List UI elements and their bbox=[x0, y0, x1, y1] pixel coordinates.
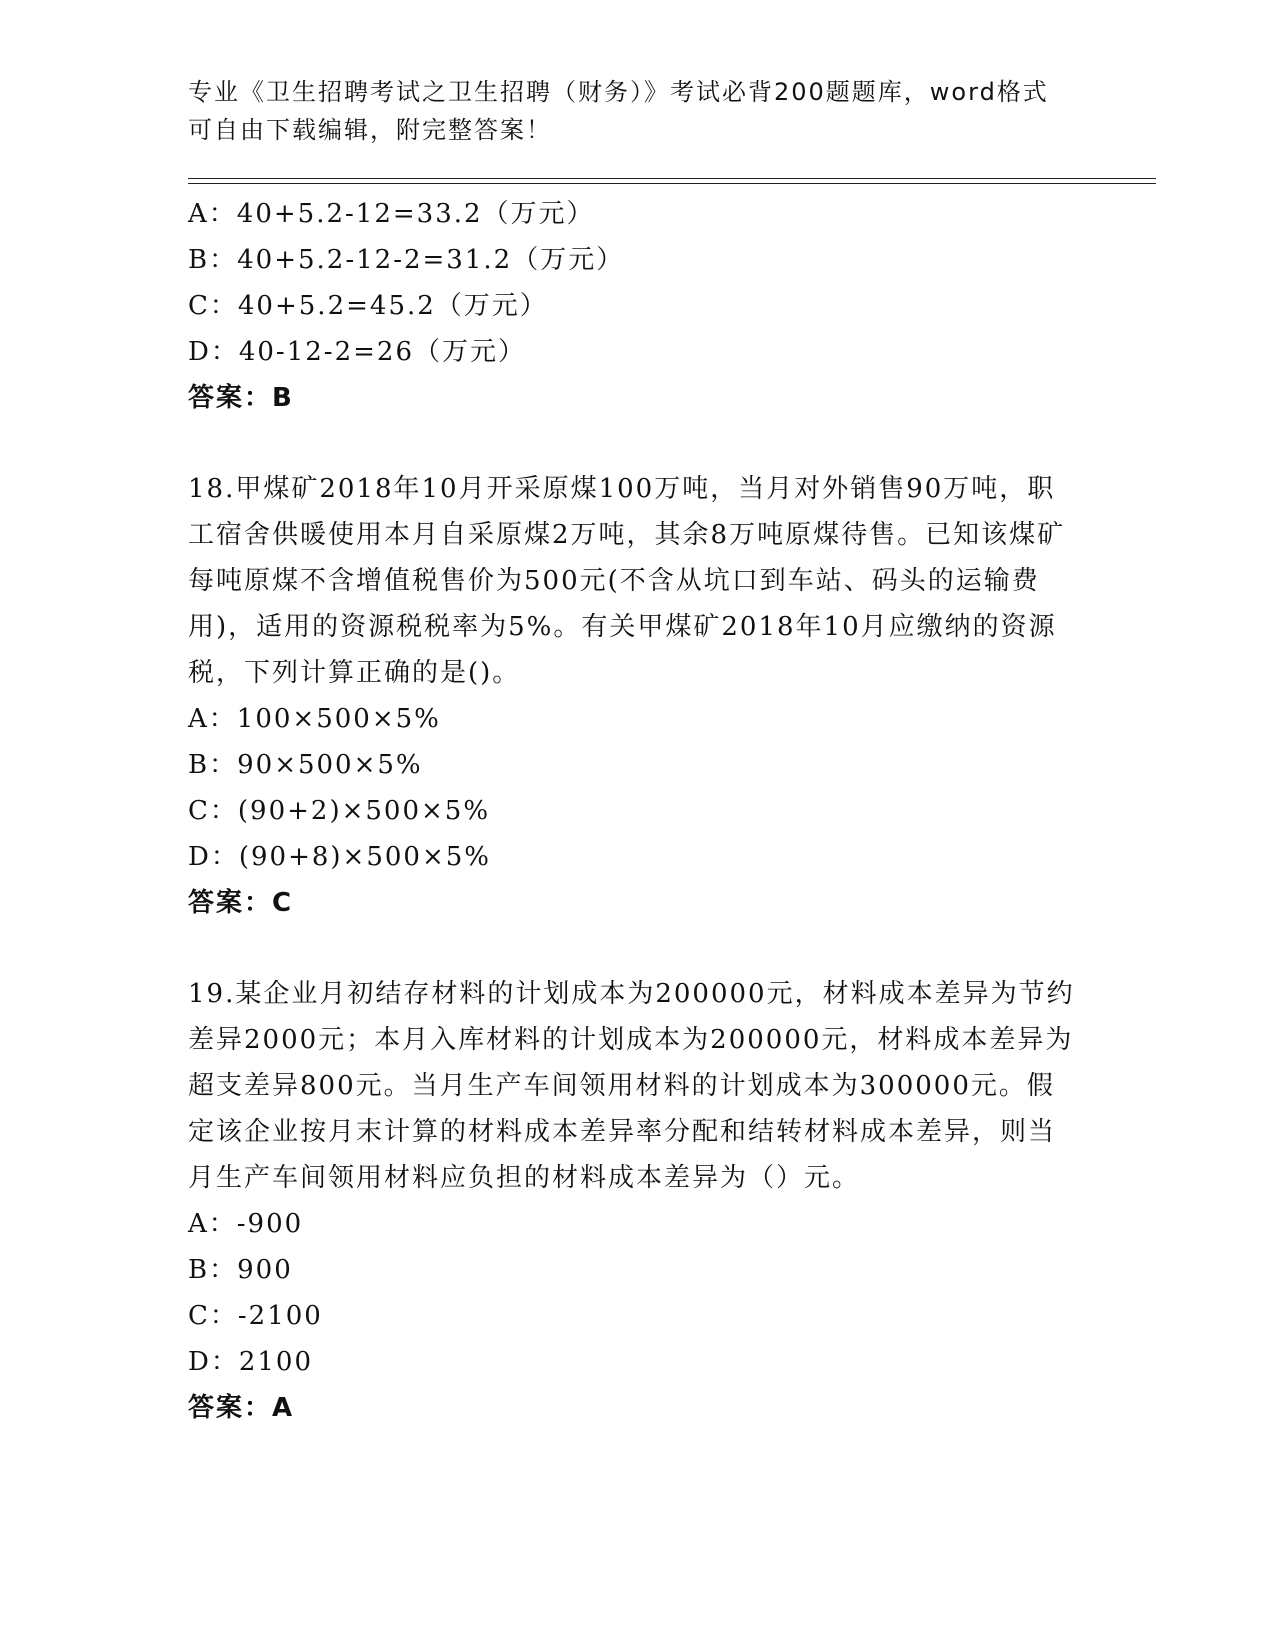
option-c: C：-2100 bbox=[188, 1301, 323, 1331]
option-c: C：40+5.2=45.2（万元） bbox=[188, 291, 548, 321]
question-content bbox=[188, 191, 1088, 1431]
answer-line: 答案：C bbox=[188, 888, 294, 918]
option-d: D：2100 bbox=[188, 1347, 314, 1377]
option-b: B：900 bbox=[188, 1255, 293, 1285]
option-b: B：40+5.2-12-2=31.2（万元） bbox=[188, 245, 625, 275]
option-a: A：100×500×5% bbox=[188, 704, 441, 734]
option-d: D：(90+8)×500×5% bbox=[188, 842, 491, 872]
question-18 bbox=[188, 466, 1088, 926]
question-stem: 18.甲煤矿2018年10月开采原煤100万吨，当月对外销售90万吨，职工宿舍供暖使用本月自采原煤2万吨，其余8万吨原煤待售。已知该煤矿每吨原煤不含增值税售价为500元(不含从坑口到车站、码头的运输费用)，适用的资源税税率为5%。有关甲煤矿2018年10月应缴纳的资源税，下列计算正确的是()。 bbox=[188, 474, 1066, 688]
option-c: C：(90+2)×500×5% bbox=[188, 796, 491, 826]
answer-line: 答案：A bbox=[188, 1393, 295, 1423]
option-d: D：40-12-2=26（万元） bbox=[188, 337, 526, 367]
header-divider-top bbox=[188, 178, 1156, 179]
answer-line: 答案：B bbox=[188, 383, 294, 413]
document-header: 专业《卫生招聘考试之卫生招聘（财务）》考试必背200题题库，word格式可自由下载编辑，附完整答案！ bbox=[188, 78, 1049, 144]
question-17 bbox=[188, 191, 1088, 421]
question-stem: 19.某企业月初结存材料的计划成本为200000元，材料成本差异为节约差异2000元；本月入库材料的计划成本为200000元，材料成本差异为超支差异800元。当月生产车间领用材料的计划成本为300000元。假定该企业按月末计算的材料成本差异率分配和结转材料成本差异，则当月生产车间领用材料应负担的材料成本差异为（）元。 bbox=[188, 979, 1075, 1193]
option-a: A：40+5.2-12=33.2（万元） bbox=[188, 199, 595, 229]
option-a: A：-900 bbox=[188, 1209, 304, 1239]
header-divider-bottom bbox=[188, 183, 1156, 184]
question-19 bbox=[188, 971, 1088, 1431]
option-b: B：90×500×5% bbox=[188, 750, 423, 780]
